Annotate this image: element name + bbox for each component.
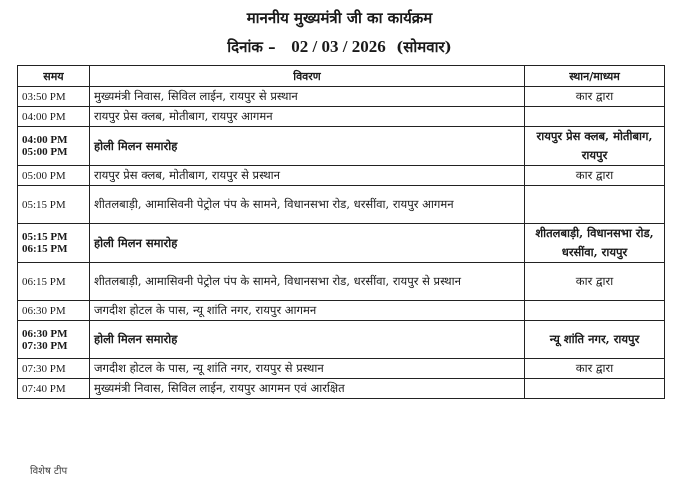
time-cell: 07:30 PM xyxy=(18,359,90,379)
place-cell: रायपुर प्रेस क्लब, मोतीबाग, रायपुर xyxy=(525,127,665,166)
place-cell: कार द्वारा xyxy=(525,166,665,186)
description-cell: होली मिलन समारोह xyxy=(90,321,525,359)
header-time: समय xyxy=(18,66,90,87)
table-row xyxy=(18,87,665,107)
time-cell: 07:40 PM xyxy=(18,379,90,399)
time-cell: 05:15 PM xyxy=(18,186,90,224)
time-cell: 06:15 PM xyxy=(18,263,90,301)
footer-note: विशेष टीप xyxy=(30,466,68,477)
table-header-row xyxy=(18,66,665,87)
description-cell: शीतलबाड़ी, आमासिवनी पेट्रोल पंप के सामने, विधानसभा रोड, धरसींवा, रायपुर आगमन xyxy=(90,186,525,224)
description-cell: होली मिलन समारोह xyxy=(90,224,525,263)
table-row xyxy=(18,263,665,301)
place-cell: न्यू शांति नगर, रायपुर xyxy=(525,321,665,359)
table-row xyxy=(18,186,665,224)
time-cell: 03:50 PM xyxy=(18,87,90,107)
place-cell: कार द्वारा xyxy=(525,359,665,379)
table-row xyxy=(18,224,665,263)
schedule-body xyxy=(18,87,665,399)
date-label: दिनांक – xyxy=(227,38,276,56)
time-cell: 04:00 PM 05:00 PM xyxy=(18,127,90,166)
header-description: विवरण xyxy=(90,66,525,87)
schedule-table xyxy=(17,65,665,399)
time-cell: 05:00 PM xyxy=(18,166,90,186)
header-place: स्थान/माध्यम xyxy=(525,66,665,87)
table-row xyxy=(18,107,665,127)
place-cell: कार द्वारा xyxy=(525,87,665,107)
description-cell: जगदीश होटल के पास, न्यू शांति नगर, रायपुर से प्रस्थान xyxy=(90,359,525,379)
description-cell: रायपुर प्रेस क्लब, मोतीबाग, रायपुर से प्रस्थान xyxy=(90,166,525,186)
place-cell xyxy=(525,107,665,127)
table-row xyxy=(18,301,665,321)
time-cell: 06:30 PM 07:30 PM xyxy=(18,321,90,359)
table-row xyxy=(18,127,665,166)
table-row xyxy=(18,359,665,379)
description-cell: जगदीश होटल के पास, न्यू शांति नगर, रायपुर आगमन xyxy=(90,301,525,321)
date-line xyxy=(0,37,679,57)
time-cell: 06:30 PM xyxy=(18,301,90,321)
table-row xyxy=(18,379,665,399)
table-row xyxy=(18,321,665,359)
place-cell xyxy=(525,186,665,224)
page-title: माननीय मुख्यमंत्री जी का कार्यक्रम xyxy=(246,9,433,27)
description-cell: मुख्यमंत्री निवास, सिविल लाईन, रायपुर आगमन एवं आरक्षित xyxy=(90,379,525,399)
place-cell xyxy=(525,301,665,321)
place-cell: शीतलबाड़ी, विधानसभा रोड, धरसींवा, रायपुर xyxy=(525,224,665,263)
place-cell: कार द्वारा xyxy=(525,263,665,301)
date-value: 02 / 03 / 2026 xyxy=(291,37,386,56)
time-cell: 04:00 PM xyxy=(18,107,90,127)
description-cell: रायपुर प्रेस क्लब, मोतीबाग, रायपुर आगमन xyxy=(90,107,525,127)
description-cell: मुख्यमंत्री निवास, सिविल लाईन, रायपुर से प्रस्थान xyxy=(90,87,525,107)
time-cell: 05:15 PM 06:15 PM xyxy=(18,224,90,263)
description-cell: होली मिलन समारोह xyxy=(90,127,525,166)
day-label: (सोमवार) xyxy=(396,38,452,56)
place-cell xyxy=(525,379,665,399)
table-row xyxy=(18,166,665,186)
description-cell: शीतलबाड़ी, आमासिवनी पेट्रोल पंप के सामने, विधानसभा रोड, धरसींवा, रायपुर से प्रस्थान xyxy=(90,263,525,301)
